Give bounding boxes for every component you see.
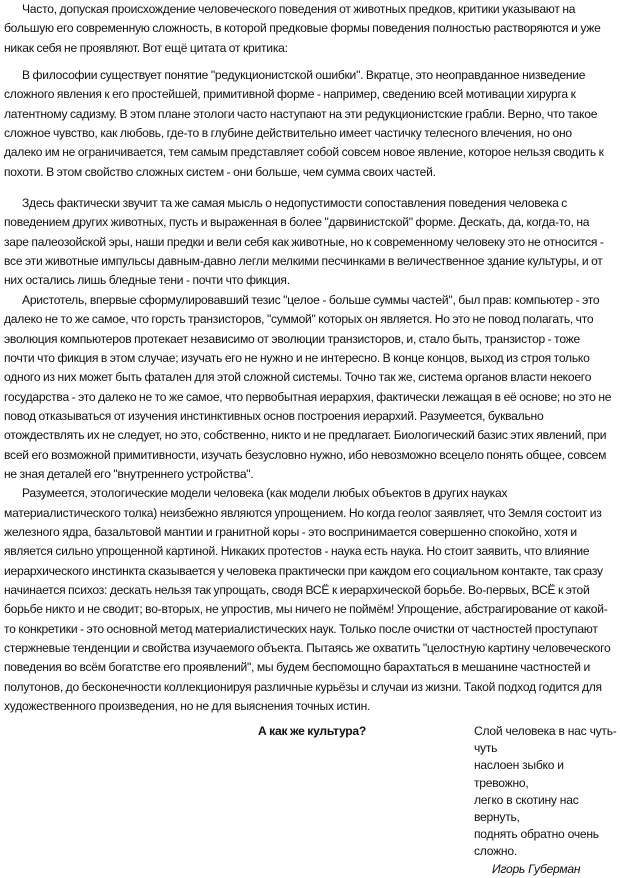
poem-author: Игорь Губерман bbox=[492, 861, 581, 876]
poem-line: тревожно, bbox=[474, 775, 529, 790]
paragraph-darwinist-form: Здесь фактически звучит та же самая мысль о недопустимости сопоставления поведения человека с поведением других животных, пусть и выраженная в более "дарвинистской" форме. Дескать, да, когда-то, на заре палеозойской эры, наши предки и вели себя как животные, но к современному человеку это не относится - все эти животные импульсы давным-давно легли мелкими песчинками в величественное здание культуры, и от них остались лишь бледные тени - почти что фикция. bbox=[4, 196, 604, 288]
spacer bbox=[4, 58, 612, 66]
epigraph-poem bbox=[474, 723, 616, 878]
paragraph-simplification: Разумеется, этологические модели человека (как модели любых объектов в других науках материалистического толка) неизбежно являются упрощением. Но когда геолог заявляет, что Земля состоит из железного ядра, базальтовой мантии и гранитной коры - это воспринимается совершенно спокойно, хотя и является сильно упрощенной картиной. Никаких протестов - наука есть наука. Но стоит заявить, что влияние иерархического инстинкта сказывается у человека практически при каждом его социальном контакте, так сразу начинается психоз: дескать нельзя так упрощать, сводя ВСЁ к иерархической борьбе. Во-первых, ВСЁ к этой борьбе никто и не сводит; во-вторых, не упростив, мы ничего не поймём! Упрощение, абстрагирование от какой-то конкретики - это основной метод материалистических наук. Только после очистки от частностей проступают стержневые тенденции и свойства изучаемого объекта. Пытаясь же охватить "целостную картину человеческого поведения во всём богатстве его проявлений", мы будем беспомощно барахтаться в мешанине частностей и полутонов, до бесконечности коллекционируя различные курьёзы и случаи из жизни. Такой подход годится для художественного произведения, но не для выяснения точных истин. bbox=[4, 486, 611, 714]
poem-line: Слой человека в нас чуть- bbox=[474, 724, 617, 738]
paragraph-aristotle: Аристотель, впервые сформулировавший тезис "целое - больше суммы частей", был прав: компьютер - это далеко не то же самое, что горсть транзисторов, "суммой" которых он является. Но это не повод полагать, что эволюция компьютеров протекает независимо от эволюции транзисторов, и, стало быть, транзистор - тоже почти что фикция в этом случае; изучать его не нужно и не интересно. В конце концов, выход из строя только одного из них может быть фатален для этой сложной системы. Точно так же, система органов власти некоего государства - это далеко не то же самое, что первобытная иерархия, фактически лежащая в её основе; но это не повод отказываться от изучения инстинктивных основ построения иерархий. Разумеется, буквально отождествлять их не следует, но это, собственно, никто и не предлагает. Биологический базис этих явлений, при всей его возможной примитивности, изучать безусловно нужно, ибо невозможно всецело понять общее, совсем не зная деталей его "внутреннего устройства". bbox=[4, 292, 612, 481]
poem-line: сложно. bbox=[474, 844, 517, 859]
spacer bbox=[4, 182, 612, 194]
poem-line: легко в скотину нас bbox=[474, 792, 579, 807]
section-heading: А как же культура? bbox=[257, 724, 367, 739]
poem-line: поднять обратно очень bbox=[474, 827, 599, 842]
poem-line: чуть bbox=[474, 741, 498, 756]
paragraph-critic-quote: В философии существует понятие "редукционистской ошибки". Вкратце, это неоправданное низведение сложного явления к его простейшей, примитивной форме - например, сведению всей мотивации хирурга к латентному садизму. В этом плане этологи часто наступают на эти редукционистские грабли. Верно, что такое сложное чувство, как любовь, где-то в глубине действительно имеет частичку телесного влечения, но оно далеко им не ограничивается, тем самым представляет собой совсем новое явление, которое нельзя сводить к похоти. В этом свойство сложных систем - они больше, чем сумма своих частей. bbox=[4, 68, 604, 179]
poem-line: наслоен зыбко и bbox=[474, 758, 564, 773]
paragraph-intro: Часто, допуская происхождение человеческого поведения от животных предков, критики указывают на большую его современную сложность, в которой предковые формы поведения полностью растворяются и уже никак себя не проявляют. Вот ещё цитата от критика: bbox=[4, 2, 601, 55]
poem-line: вернуть, bbox=[474, 810, 520, 825]
